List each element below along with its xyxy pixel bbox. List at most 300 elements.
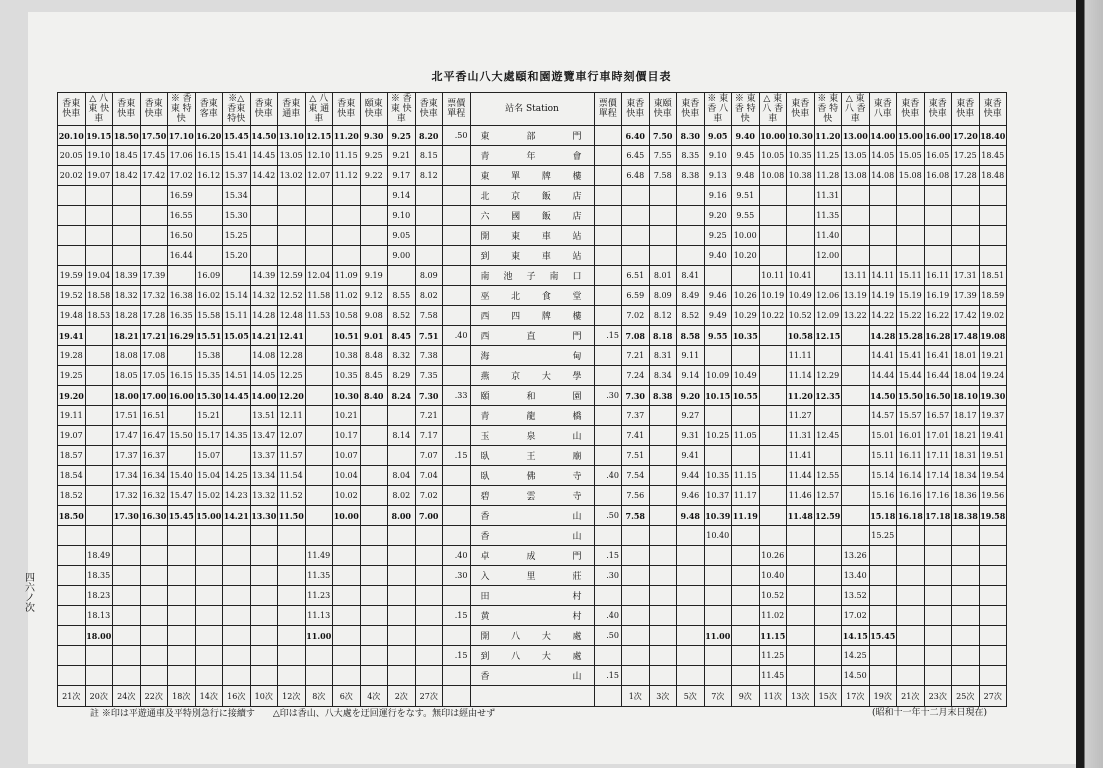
time-cell <box>649 426 677 446</box>
time-cell: 19.08 <box>979 326 1007 346</box>
time-cell: 12.59 <box>278 266 306 286</box>
time-cell: 15.57 <box>897 406 925 426</box>
time-cell: 12.11 <box>278 406 306 426</box>
time-cell: 15.18 <box>869 506 897 526</box>
time-cell <box>168 406 196 426</box>
time-cell: 9.31 <box>677 426 705 446</box>
train-number: 25次 <box>952 686 980 707</box>
time-cell <box>85 326 113 346</box>
time-cell <box>732 346 760 366</box>
time-cell: 17.01 <box>924 426 952 446</box>
time-cell: 10.49 <box>787 286 815 306</box>
time-cell: 18.51 <box>979 266 1007 286</box>
time-cell <box>250 246 278 266</box>
time-cell: 12.07 <box>305 166 333 186</box>
time-cell: 14.22 <box>869 306 897 326</box>
time-cell <box>979 526 1007 546</box>
time-cell: 7.58 <box>415 306 443 326</box>
time-cell <box>842 226 870 246</box>
time-cell: 15.25 <box>869 526 897 546</box>
time-cell <box>140 566 168 586</box>
train-number: 23次 <box>924 686 952 707</box>
time-cell <box>759 466 787 486</box>
time-cell: 17.39 <box>140 266 168 286</box>
time-cell: 6.45 <box>622 146 650 166</box>
fare-cell <box>594 306 622 326</box>
time-cell <box>85 526 113 546</box>
time-cell <box>869 186 897 206</box>
time-cell <box>787 646 815 666</box>
time-cell: 14.50 <box>250 126 278 146</box>
left-column-header: 香東 快車 <box>58 93 86 126</box>
time-cell: 10.00 <box>333 506 361 526</box>
time-cell: 13.26 <box>842 546 870 566</box>
right-column-header: 東香 快車 <box>787 93 815 126</box>
time-cell <box>704 666 732 686</box>
station-name: 海 甸 <box>470 346 594 366</box>
time-cell: 19.48 <box>58 306 86 326</box>
time-cell <box>704 606 732 626</box>
time-cell: 11.35 <box>814 206 842 226</box>
time-cell: 17.32 <box>140 286 168 306</box>
fare-cell: .15 <box>594 666 622 686</box>
time-cell: 16.11 <box>924 266 952 286</box>
time-cell <box>897 546 925 566</box>
time-cell <box>278 586 306 606</box>
time-cell <box>869 646 897 666</box>
time-cell <box>842 406 870 426</box>
time-cell <box>649 246 677 266</box>
time-cell <box>168 646 196 666</box>
time-cell: 17.02 <box>168 166 196 186</box>
time-cell: 12.07 <box>278 426 306 446</box>
fare-cell <box>594 646 622 666</box>
time-cell <box>732 626 760 646</box>
time-cell <box>278 666 306 686</box>
time-cell: 15.17 <box>195 426 223 446</box>
time-cell <box>952 586 980 606</box>
time-cell <box>113 186 141 206</box>
time-cell <box>622 626 650 646</box>
right-column-header: 東香 快車 <box>622 93 650 126</box>
train-number <box>594 686 622 707</box>
time-cell: 8.40 <box>360 386 388 406</box>
time-cell: 18.45 <box>113 146 141 166</box>
time-cell <box>704 346 732 366</box>
time-cell: 16.44 <box>924 366 952 386</box>
time-cell: 14.39 <box>250 266 278 286</box>
time-cell <box>278 546 306 566</box>
time-cell: 12.15 <box>814 326 842 346</box>
station-name: 開 八 大 處 <box>470 626 594 646</box>
fare-cell <box>443 286 471 306</box>
timetable-row <box>58 526 1007 546</box>
timetable-row <box>58 466 1007 486</box>
time-cell: 15.07 <box>195 446 223 466</box>
time-cell: 9.46 <box>704 286 732 306</box>
time-cell <box>979 546 1007 566</box>
time-cell: 10.20 <box>732 246 760 266</box>
time-cell: 15.00 <box>195 506 223 526</box>
time-cell: 10.35 <box>787 146 815 166</box>
time-cell: 7.02 <box>415 486 443 506</box>
time-cell: 7.08 <box>622 326 650 346</box>
time-cell: 18.35 <box>85 566 113 586</box>
time-cell <box>223 406 251 426</box>
time-cell <box>223 606 251 626</box>
time-cell <box>897 526 925 546</box>
time-cell: 14.11 <box>869 266 897 286</box>
time-cell: 18.52 <box>58 486 86 506</box>
station-name: 到 東 車 站 <box>470 246 594 266</box>
time-cell: 14.57 <box>869 406 897 426</box>
time-cell <box>250 626 278 646</box>
time-cell <box>223 446 251 466</box>
time-cell <box>704 566 732 586</box>
time-cell <box>649 206 677 226</box>
time-cell <box>869 606 897 626</box>
time-cell: 16.01 <box>897 426 925 446</box>
time-cell: 17.30 <box>113 506 141 526</box>
time-cell <box>168 526 196 546</box>
time-cell: 19.30 <box>979 386 1007 406</box>
time-cell: 11.17 <box>732 486 760 506</box>
timetable-row <box>58 606 1007 626</box>
time-cell <box>360 606 388 626</box>
time-cell: 18.00 <box>85 626 113 646</box>
station-name: 西 直 門 <box>470 326 594 346</box>
timetable-row <box>58 246 1007 266</box>
time-cell: 7.58 <box>649 166 677 186</box>
time-cell: 19.28 <box>58 346 86 366</box>
time-cell: 10.11 <box>759 266 787 286</box>
time-cell <box>897 566 925 586</box>
time-cell <box>979 246 1007 266</box>
time-cell <box>113 626 141 646</box>
time-cell <box>85 386 113 406</box>
time-cell <box>333 186 361 206</box>
left-column-header: 頤東 快車 <box>360 93 388 126</box>
time-cell <box>787 626 815 646</box>
time-cell: 10.37 <box>704 486 732 506</box>
time-cell: 9.40 <box>732 126 760 146</box>
time-cell <box>952 626 980 646</box>
time-cell: 16.16 <box>897 486 925 506</box>
time-cell <box>195 206 223 226</box>
time-cell: 10.17 <box>333 426 361 446</box>
timetable-row <box>58 126 1007 146</box>
time-cell: 7.21 <box>415 406 443 426</box>
fare-cell <box>594 426 622 446</box>
time-cell <box>250 226 278 246</box>
time-cell: 9.16 <box>704 186 732 206</box>
time-cell <box>58 626 86 646</box>
time-cell <box>787 546 815 566</box>
time-cell <box>842 426 870 446</box>
time-cell <box>140 626 168 646</box>
train-number: 12次 <box>278 686 306 707</box>
time-cell: 10.26 <box>759 546 787 566</box>
fare-cell <box>443 306 471 326</box>
time-cell: 18.40 <box>979 126 1007 146</box>
time-cell: 19.04 <box>85 266 113 286</box>
time-cell <box>360 506 388 526</box>
station-name: 香 山 <box>470 526 594 546</box>
fare-cell <box>594 186 622 206</box>
time-cell: 11.45 <box>759 666 787 686</box>
time-cell: 15.11 <box>223 306 251 326</box>
time-cell: 7.07 <box>415 446 443 466</box>
time-cell <box>360 666 388 686</box>
time-cell <box>360 246 388 266</box>
time-cell <box>842 466 870 486</box>
time-cell: 9.45 <box>732 146 760 166</box>
time-cell: 18.21 <box>952 426 980 446</box>
time-cell: 11.23 <box>305 586 333 606</box>
time-cell <box>732 586 760 606</box>
time-cell: 14.15 <box>842 626 870 646</box>
fare-cell <box>443 466 471 486</box>
time-cell: 17.34 <box>113 466 141 486</box>
right-column-header: ※ 東香 特快 <box>732 93 760 126</box>
time-cell: 9.10 <box>704 146 732 166</box>
time-cell: 15.35 <box>195 366 223 386</box>
time-cell: 18.05 <box>113 366 141 386</box>
time-cell: 19.02 <box>979 306 1007 326</box>
time-cell: 10.04 <box>333 466 361 486</box>
train-number: 5次 <box>677 686 705 707</box>
train-number <box>443 686 471 707</box>
time-cell: 16.50 <box>924 386 952 406</box>
time-cell: 10.08 <box>759 166 787 186</box>
time-cell: 8.41 <box>677 266 705 286</box>
time-cell: 10.52 <box>759 586 787 606</box>
time-cell: 14.21 <box>223 506 251 526</box>
time-cell: 19.59 <box>58 266 86 286</box>
time-cell: 8.38 <box>649 386 677 406</box>
time-cell: 16.08 <box>924 166 952 186</box>
time-cell: 8.02 <box>388 486 416 506</box>
time-cell <box>250 546 278 566</box>
time-cell <box>223 526 251 546</box>
time-cell <box>195 566 223 586</box>
time-cell: 12.52 <box>278 286 306 306</box>
time-cell <box>58 646 86 666</box>
time-cell: 12.06 <box>814 286 842 306</box>
time-cell: 16.59 <box>168 186 196 206</box>
time-cell: 9.55 <box>732 206 760 226</box>
time-cell <box>278 206 306 226</box>
time-cell: 10.35 <box>333 366 361 386</box>
fare-cell <box>443 406 471 426</box>
time-cell: 17.51 <box>113 406 141 426</box>
station-name: 黄 村 <box>470 606 594 626</box>
time-cell <box>360 586 388 606</box>
time-cell: 18.00 <box>113 386 141 406</box>
right-column-header: 票價 單程 <box>594 93 622 126</box>
time-cell <box>732 646 760 666</box>
time-cell <box>869 566 897 586</box>
time-cell: 14.21 <box>250 326 278 346</box>
time-cell <box>622 226 650 246</box>
time-cell: 10.25 <box>704 426 732 446</box>
timetable-row <box>58 306 1007 326</box>
time-cell: 14.23 <box>223 486 251 506</box>
time-cell: 17.31 <box>952 266 980 286</box>
time-cell: 18.45 <box>979 146 1007 166</box>
time-cell: 14.05 <box>250 366 278 386</box>
time-cell: 17.10 <box>168 126 196 146</box>
time-cell: 7.55 <box>649 146 677 166</box>
time-cell: 8.52 <box>388 306 416 326</box>
time-cell <box>58 226 86 246</box>
time-cell <box>924 646 952 666</box>
time-cell <box>897 606 925 626</box>
time-cell: 8.32 <box>388 346 416 366</box>
time-cell <box>732 446 760 466</box>
time-cell <box>897 586 925 606</box>
time-cell <box>842 246 870 266</box>
time-cell <box>952 546 980 566</box>
time-cell: 11.53 <box>305 306 333 326</box>
time-cell <box>842 206 870 226</box>
station-name: 入 里 莊 <box>470 566 594 586</box>
time-cell <box>333 646 361 666</box>
time-cell <box>250 206 278 226</box>
time-cell: 12.20 <box>278 386 306 406</box>
left-column-header: 香東 快車 <box>140 93 168 126</box>
time-cell: 15.11 <box>897 266 925 286</box>
time-cell <box>924 566 952 586</box>
time-cell: 11.00 <box>305 626 333 646</box>
time-cell <box>677 206 705 226</box>
time-cell <box>415 206 443 226</box>
time-cell <box>649 626 677 646</box>
time-cell: 17.32 <box>113 486 141 506</box>
time-cell <box>195 546 223 566</box>
time-cell <box>140 586 168 606</box>
time-cell: 8.12 <box>649 306 677 326</box>
time-cell <box>842 366 870 386</box>
time-cell <box>58 666 86 686</box>
time-cell: 13.22 <box>842 306 870 326</box>
time-cell <box>677 546 705 566</box>
time-cell <box>897 646 925 666</box>
time-cell <box>787 206 815 226</box>
timetable-row <box>58 666 1007 686</box>
time-cell: 17.47 <box>113 426 141 446</box>
time-cell: 9.12 <box>360 286 388 306</box>
time-cell: 14.32 <box>250 286 278 306</box>
time-cell <box>223 546 251 566</box>
time-cell: 11.20 <box>787 386 815 406</box>
time-cell: 19.52 <box>58 286 86 306</box>
time-cell <box>677 586 705 606</box>
time-cell: 8.55 <box>388 286 416 306</box>
time-cell <box>787 666 815 686</box>
timetable-row <box>58 386 1007 406</box>
time-cell <box>649 546 677 566</box>
time-cell: 19.58 <box>979 506 1007 526</box>
time-cell: 15.45 <box>168 506 196 526</box>
train-number: 14次 <box>195 686 223 707</box>
time-cell <box>333 586 361 606</box>
fare-cell <box>594 406 622 426</box>
time-cell: 13.37 <box>250 446 278 466</box>
time-cell: 11.11 <box>787 346 815 366</box>
time-cell: 8.49 <box>677 286 705 306</box>
fare-cell: .50 <box>594 626 622 646</box>
time-cell: 10.05 <box>759 146 787 166</box>
time-cell <box>85 426 113 446</box>
time-cell <box>85 646 113 666</box>
time-cell: 11.50 <box>278 506 306 526</box>
time-cell <box>250 526 278 546</box>
time-cell: 20.05 <box>58 146 86 166</box>
time-cell <box>360 526 388 546</box>
time-cell: 8.09 <box>649 286 677 306</box>
time-cell <box>278 246 306 266</box>
time-cell: 19.11 <box>58 406 86 426</box>
time-cell <box>952 566 980 586</box>
fare-cell <box>443 506 471 526</box>
time-cell: 11.57 <box>278 446 306 466</box>
time-cell: 7.30 <box>622 386 650 406</box>
station-name: 開 東 車 站 <box>470 226 594 246</box>
timetable-row <box>58 186 1007 206</box>
timetable-row <box>58 406 1007 426</box>
time-cell: 17.25 <box>952 146 980 166</box>
time-cell: 11.35 <box>305 566 333 586</box>
time-cell: 17.08 <box>140 346 168 366</box>
time-cell: 14.25 <box>223 466 251 486</box>
station-name: 田 村 <box>470 586 594 606</box>
time-cell: 10.22 <box>759 306 787 326</box>
time-cell <box>85 506 113 526</box>
time-cell <box>787 186 815 206</box>
time-cell: 9.25 <box>388 126 416 146</box>
time-cell: 7.58 <box>622 506 650 526</box>
time-cell <box>759 386 787 406</box>
time-cell <box>360 626 388 646</box>
time-cell: 6.40 <box>622 126 650 146</box>
fare-cell <box>594 246 622 266</box>
time-cell <box>649 646 677 666</box>
time-cell <box>732 606 760 626</box>
time-cell: 17.39 <box>952 286 980 306</box>
time-cell: 16.14 <box>897 466 925 486</box>
time-cell <box>278 646 306 666</box>
as-of-note: (昭和十一年十二月末日現在) <box>872 708 988 718</box>
time-cell <box>842 526 870 546</box>
time-cell <box>278 606 306 626</box>
time-cell <box>333 666 361 686</box>
time-cell: 9.44 <box>677 466 705 486</box>
time-cell <box>649 486 677 506</box>
fare-cell <box>594 446 622 466</box>
time-cell <box>223 626 251 646</box>
time-cell: 12.45 <box>814 426 842 446</box>
time-cell <box>223 646 251 666</box>
time-cell <box>305 246 333 266</box>
time-cell: 10.21 <box>333 406 361 426</box>
time-cell <box>360 446 388 466</box>
time-cell: 7.41 <box>622 426 650 446</box>
station-name: 南 池 子 南 口 <box>470 266 594 286</box>
time-cell: 9.14 <box>388 186 416 206</box>
time-cell <box>759 226 787 246</box>
time-cell: 12.41 <box>278 326 306 346</box>
